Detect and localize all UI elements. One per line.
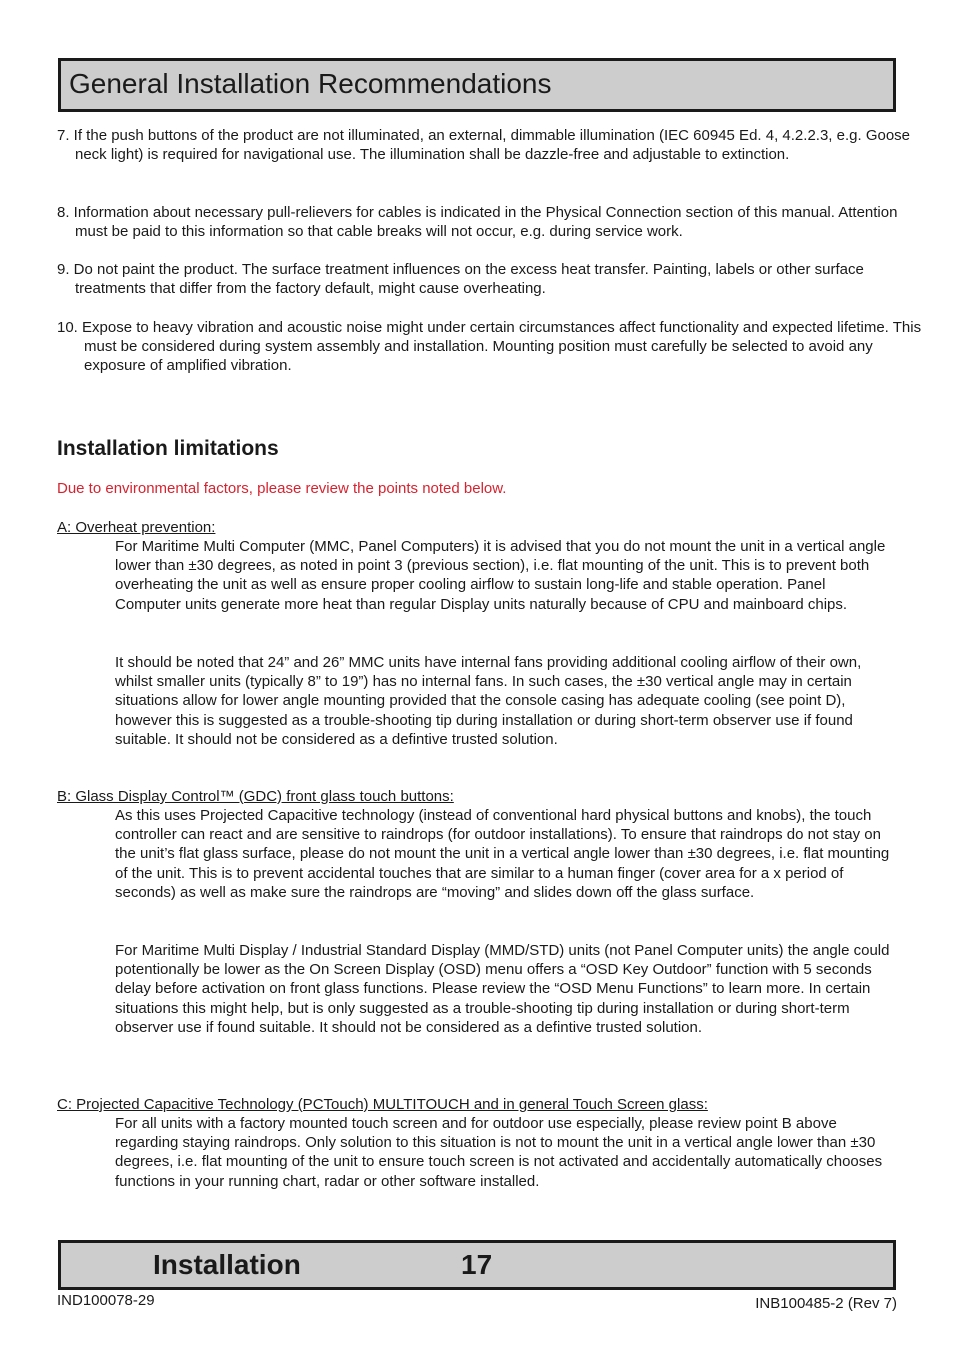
page-header-banner	[58, 58, 896, 112]
recommendation-10: 10. Expose to heavy vibration and acoustic noise might under certain circumstances affect functionality and expected lifetime. This must be considered during system assembly and installation. Mounting position must carefully be selected to avoid any exposure of amplified vibration.	[57, 319, 922, 375]
installation-limitations-heading: Installation limitations	[57, 437, 279, 460]
footer-section-title: Installation	[153, 1249, 301, 1280]
document-code-right: INB100485-2 (Rev 7)	[755, 1295, 897, 1312]
page-footer-banner	[58, 1240, 896, 1290]
section-b-paragraph: For Maritime Multi Display / Industrial Standard Display (MMD/STD) units (not Panel Computer units) the angle could potentionally be lower as the On Screen Display (OSD) menu offers a “OSD Key Outdoor” function with 5 seconds delay before activation on front glass functions. Please review the “OSD Menu Functions” to learn more. In certain situations this might help, but is only suggested as a trouble-shooting tip during installation or during short-term observer use if found suitable. It should not be considered as a defintive trusted solution.	[115, 942, 890, 1036]
section-b-paragraph: As this uses Projected Capacitive technology (instead of conventional hard physical buttons and knobs), the touch controller can react and are sensitive to raindrops (for outdoor installations). To ensure that raindrops do not stay on the unit’s flat glass surface, please do not mount the unit in a vertical angle lower than ±30 degrees, i.e. flat mounting of the unit. This is to prevent accidental touches that are similar to a human finger (cover area for a x period of seconds) as well as make sure the raindrops are “moving” and slides down off the glass surface.	[115, 807, 890, 901]
recommendation-7: 7. If the push buttons of the product are not illuminated, an external, dimmable illumination (IEC 60945 Ed. 4, 4.2.2.3, e.g. Goose neck light) is required for navigational use. The illumination shall be dazzle-free and adjustable to extinction.	[57, 127, 911, 164]
page-number: 17	[461, 1249, 493, 1280]
document-code-left: IND100078-29	[57, 1292, 155, 1309]
section-b-heading: B: Glass Display Control™ (GDC) front glass touch buttons:	[57, 788, 454, 805]
section-c-paragraph: For all units with a factory mounted touch screen and for outdoor use especially, please review point B above regarding staying raindrops. Only solution to this situation is not to mount the unit in a vertical angle lower than ±30 degrees, i.e. flat mounting of the unit to ensure touch screen is not activated and accidentally automatically chooses functions in your running chart, radar or other software installed.	[115, 1115, 883, 1190]
recommendation-9: 9. Do not paint the product. The surface treatment influences on the excess heat transfer. Painting, labels or other surface treatments that differ from the factory default, might cause overheating.	[57, 261, 864, 298]
section-a-paragraph: It should be noted that 24” and 26” MMC units have internal fans providing additional cooling airflow of their own, whilst smaller units (typically 8” to 19”) has no internal fans. In such cases, the ±30 vertical angle may in certain situations allow for lower angle mounting provided that the console casing has adequate cooling (see point D), however this is suggested as a trouble-shooting tip during installation or during short-term observer use if found suitable. It should not be considered as a defintive trusted solution.	[115, 654, 862, 748]
recommendation-8: 8. Information about necessary pull-relievers for cables is indicated in the Physical Connection section of this manual. Attention must be paid to this information so that cable breaks will not occur, e.g. during service work.	[57, 204, 898, 241]
section-a-paragraph: For Maritime Multi Computer (MMC, Panel Computers) it is advised that you do not mount the unit in a vertical angle lower than ±30 degrees, as noted in point 3 (previous section), i.e. flat mounting of the unit. This is to prevent both overheating the unit as well as ensure proper cooling airflow to sustain long-life and stable operation. Panel Computer units generate more heat than regular Display units naturally because of CPU and mainboard chips.	[115, 538, 886, 613]
section-c-heading: C: Projected Capacitive Technology (PCTouch) MULTITOUCH and in general Touch Screen glass:	[57, 1096, 708, 1113]
section-a-heading: A: Overheat prevention:	[57, 519, 216, 536]
page-header-title: General Installation Recommendations	[69, 68, 552, 99]
limitations-intro: Due to environmental factors, please review the points noted below.	[57, 480, 507, 497]
